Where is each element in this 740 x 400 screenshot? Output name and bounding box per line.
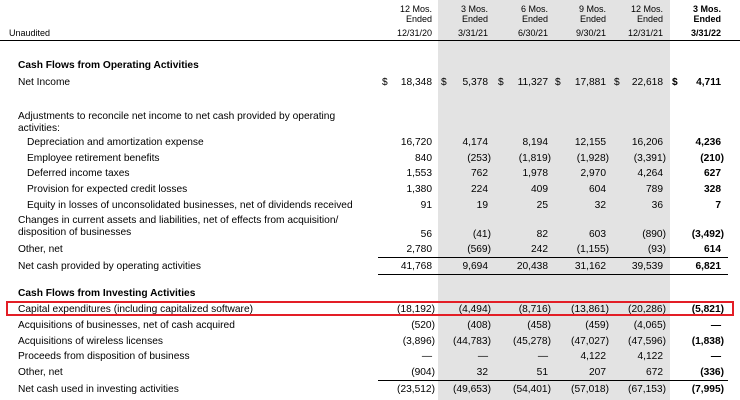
table-row: Other, net (904) 32 51 207 672 (336)	[18, 367, 724, 378]
table-row: Acquisitions of businesses, net of cash acquired (520) (408) (458) (459) (4,065) —	[18, 320, 721, 331]
col-header-6: 3 Mos. Ended	[692, 4, 721, 24]
col-header-2: 3 Mos. Ended	[460, 4, 488, 24]
col-header-1: 12 Mos. Ended	[399, 4, 432, 24]
col-header-3: 6 Mos. Ended	[520, 4, 548, 24]
header-rule	[0, 40, 740, 41]
table-row: Equity in losses of unconsolidated businesses, net of dividends received 91 19 25 32 36 7	[27, 200, 721, 211]
table-row: Employee retirement benefits 840 (253) (1,819) (1,928) (3,391) (210)	[27, 153, 724, 164]
col-header-4: 9 Mos. Ended	[578, 4, 606, 24]
col-date-5: 12/31/21	[627, 28, 663, 38]
table-row-total-operating: Net cash provided by operating activities 41,768 9,694 20,438 31,162 39,539 6,821	[18, 261, 721, 272]
table-row-other: Other, net 2,780 (569) 242 (1,155) (93) 614	[18, 244, 721, 255]
subtotal-rule	[378, 257, 728, 258]
table-row-net-income: Net Income $ 18,348 $ 5,378 $ 11,327 $ 17,881 $ 22,618 $ 4,711	[18, 77, 721, 88]
table-row-capex: Capital expenditures (including capitalized software) (18,192) (4,494) (8,716) (13,861) (20,286) (5,821)	[18, 304, 724, 315]
subtotal-rule	[378, 380, 728, 381]
col-date-6: 3/31/22	[690, 28, 721, 38]
col-date-1: 12/31/20	[396, 28, 432, 38]
total-rule	[378, 274, 728, 275]
table-row: Proceeds from disposition of business — — — 4,122 4,122 —	[18, 351, 721, 362]
table-row: Deferred income taxes 1,553 762 1,978 2,970 4,264 627	[27, 168, 721, 179]
table-row: Depreciation and amortization expense 16,720 4,174 8,194 12,155 16,206 4,236	[27, 137, 721, 148]
table-row-total-investing: Net cash used in investing activities (23,512) (49,653) (54,401) (57,018) (67,153) (7,995)	[18, 384, 724, 395]
section-title-investing: Cash Flows from Investing Activities	[18, 288, 196, 299]
col-date-2: 3/31/21	[457, 28, 488, 38]
table-row: Acquisitions of wireless licenses (3,896) (44,783) (45,278) (47,027) (47,596) (1,838)	[18, 336, 724, 347]
col-header-5: 12 Mos. Ended	[630, 4, 663, 24]
col-date-4: 9/30/21	[575, 28, 606, 38]
table-row-changes: Changes in current assets and liabilities, net of effects from acquisition/ disposition of businesses 56 (41) 82 603 (890) (3,492)	[18, 215, 724, 240]
unaudited-label: Unaudited	[9, 28, 51, 38]
section-title-operating: Cash Flows from Operating Activities	[18, 60, 199, 71]
adjustments-label: Adjustments to reconcile net income to net cash provided by operating activities:	[18, 111, 336, 134]
table-row: Provision for expected credit losses 1,380 224 409 604 789 328	[27, 184, 721, 195]
col-date-3: 6/30/21	[517, 28, 548, 38]
